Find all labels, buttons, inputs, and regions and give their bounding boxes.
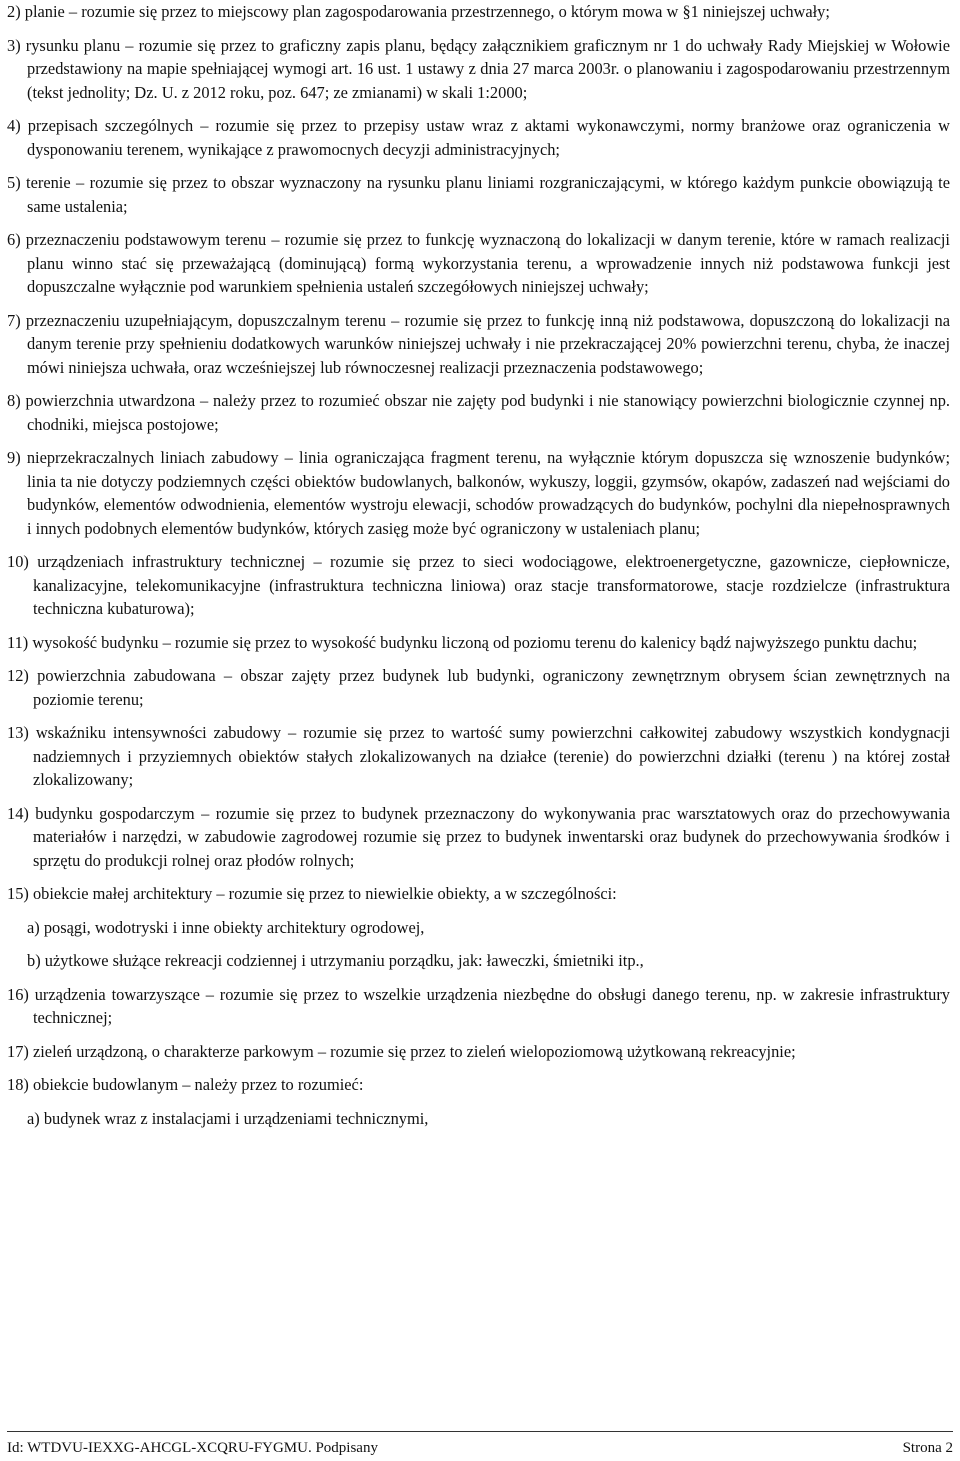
- definition-item: 12) powierzchnia zabudowana – obszar zajęty przez budynek lub budynki, ograniczony zewnętrznym obrysem ścian zewnętrznych na poziomie terenu;: [7, 666, 951, 709]
- definition-item: 17) zieleń urządzoną, o charakterze parkowym – rozumie się przez to zieleń wielopoziomową użytkowaną rekreacyjnie;: [7, 1041, 796, 1061]
- definition-item: 16) urządzenia towarzyszące – rozumie się przez to wszelkie urządzenia niezbędne do obsługi danego terenu, np. w zakresie infrastruktury technicznej;: [7, 984, 950, 1027]
- page-footer: [7, 1439, 953, 1457]
- definition-item: 18) obiekcie budowlanym – należy przez to rozumieć:: [7, 1075, 364, 1094]
- definition-item: 10) urządzeniach infrastruktury technicznej – rozumie się przez to sieci wodociągowe, elektroenergetyczne, gazownicze, ciepłownicze, kanalizacyjne, telekomunikacyjne (infrastruktura techniczna liniowa) oraz stacje transformatorowe, stacje rozdzielcze (infrastruktura techniczna kubaturowa);: [7, 552, 950, 618]
- definition-item: 14) budynku gospodarczym – rozumie się przez to budynek przeznaczony do wykonywania prac warsztatowych oraz do przechowywania materiałów i narzędzi, w zabudowie zagrodowej rozumie się przez to budynek inwentarski oraz budynek do przechowywania środków i sprzętu do produkcji rolnej oraz płodów rolnych;: [7, 803, 950, 870]
- document-id: Id: WTDVU-IEXXG-AHCGL-XCQRU-FYGMU. Podpisany: [7, 1440, 378, 1456]
- definition-item: 9) nieprzekraczalnych liniach zabudowy – linia ograniczająca fragment terenu, na wyłącznie którym dopuszcza się wznoszenie budynków; linia ta nie dotyczy podziemnych części obiektów budowlanych, balkonów, wykuszy, loggii, gzymsów, okapów, zadaszeń nad wejściami do budynków, elementów odwodnienia, elementów wystroju elewacji, schodów prowadzących do budynków, pochylni dla niepełnosprawnych i innych podobnych elementów budynków, których zasięg może być ograniczony w ustaleniach planu;: [7, 448, 950, 538]
- definition-item: 3) rysunku planu – rozumie się przez to graficzny zapis planu, będący załącznikiem graficznym nr 1 do uchwały Rady Miejskiej w Wołowie przedstawiony na mapie spełniającej wymogi art. 16 ust. 1 ustawy z dnia 27 marca 2003r. o planowaniu i zagospodarowaniu przestrzennym (tekst jednolity; Dz. U. z 2012 roku, poz. 647; ze zmianami) w skali 1:2000;: [7, 35, 950, 102]
- document-body: [7, 0, 950, 1140]
- definition-subitem: a) posągi, wodotryski i inne obiekty architektury ogrodowej,: [27, 917, 425, 937]
- definition-item: 6) przeznaczeniu podstawowym terenu – rozumie się przez to funkcję wyznaczoną do lokalizacji w danym terenie, które w ramach realizacji planu winno stać się przeważającą (dominującą) formą wykorzystania terenu, a wprowadzenie innych niż podstawowa funkcji jest dopuszczalne wyłącznie pod warunkiem spełnienia ustaleń szczegółowych niniejszej uchwały;: [7, 230, 950, 296]
- definition-item: 2) planie – rozumie się przez to miejscowy plan zagospodarowania przestrzennego, o którym mowa w §1 niniejszej uchwały;: [7, 2, 830, 21]
- definition-item: 7) przeznaczeniu uzupełniającym, dopuszczalnym terenu – rozumie się przez to funkcję inną niż podstawowa, dopuszczoną do lokalizacji na danym terenie przy spełnieniu dodatkowych warunków niniejszej uchwały i nie przekraczającej 20% powierzchni terenu, chyba, że inaczej mówi niniejsza uchwała, oraz wcześniejszej lub równoczesnej realizacji przeznaczenia podstawowego;: [7, 310, 950, 377]
- footer-divider: [7, 1431, 953, 1432]
- definition-subitem: a) budynek wraz z instalacjami i urządzeniami technicznymi,: [27, 1108, 429, 1128]
- definition-item: 11) wysokość budynku – rozumie się przez to wysokość budynku liczoną od poziomu terenu do kalenicy bądź najwyższego punktu dachu;: [7, 632, 918, 652]
- definition-item: 13) wskaźniku intensywności zabudowy – rozumie się przez to wartość sumy powierzchni całkowitej zabudowy wszystkich kondygnacji nadziemnych i przyziemnych obiektów stałych zlokalizowanych na działce (terenie) do powierzchni działki (terenu ) na której został zlokalizowany;: [7, 723, 950, 789]
- definition-item: 15) obiekcie małej architektury – rozumie się przez to niewielkie obiekty, a w szczególności:: [7, 884, 617, 903]
- definition-item: 8) powierzchnia utwardzona – należy przez to rozumieć obszar nie zajęty pod budynki i nie stanowiący powierzchni biologicznie czynnej np. chodniki, miejsca postojowe;: [7, 391, 950, 434]
- page-number: Strona 2: [902, 1440, 953, 1456]
- definition-subitem: b) użytkowe służące rekreacji codziennej i utrzymaniu porządku, jak: ławeczki, śmietniki itp.,: [27, 951, 644, 970]
- definition-item: 5) terenie – rozumie się przez to obszar wyznaczony na rysunku planu liniami rozgraniczającymi, w którego każdym punkcie obowiązują te same ustalenia;: [7, 173, 950, 216]
- definition-item: 4) przepisach szczególnych – rozumie się przez to przepisy ustaw wraz z aktami wykonawczymi, normy branżowe oraz ograniczenia w dysponowaniu terenem, wynikające z prawomocnych decyzji administracyjnych;: [7, 116, 950, 159]
